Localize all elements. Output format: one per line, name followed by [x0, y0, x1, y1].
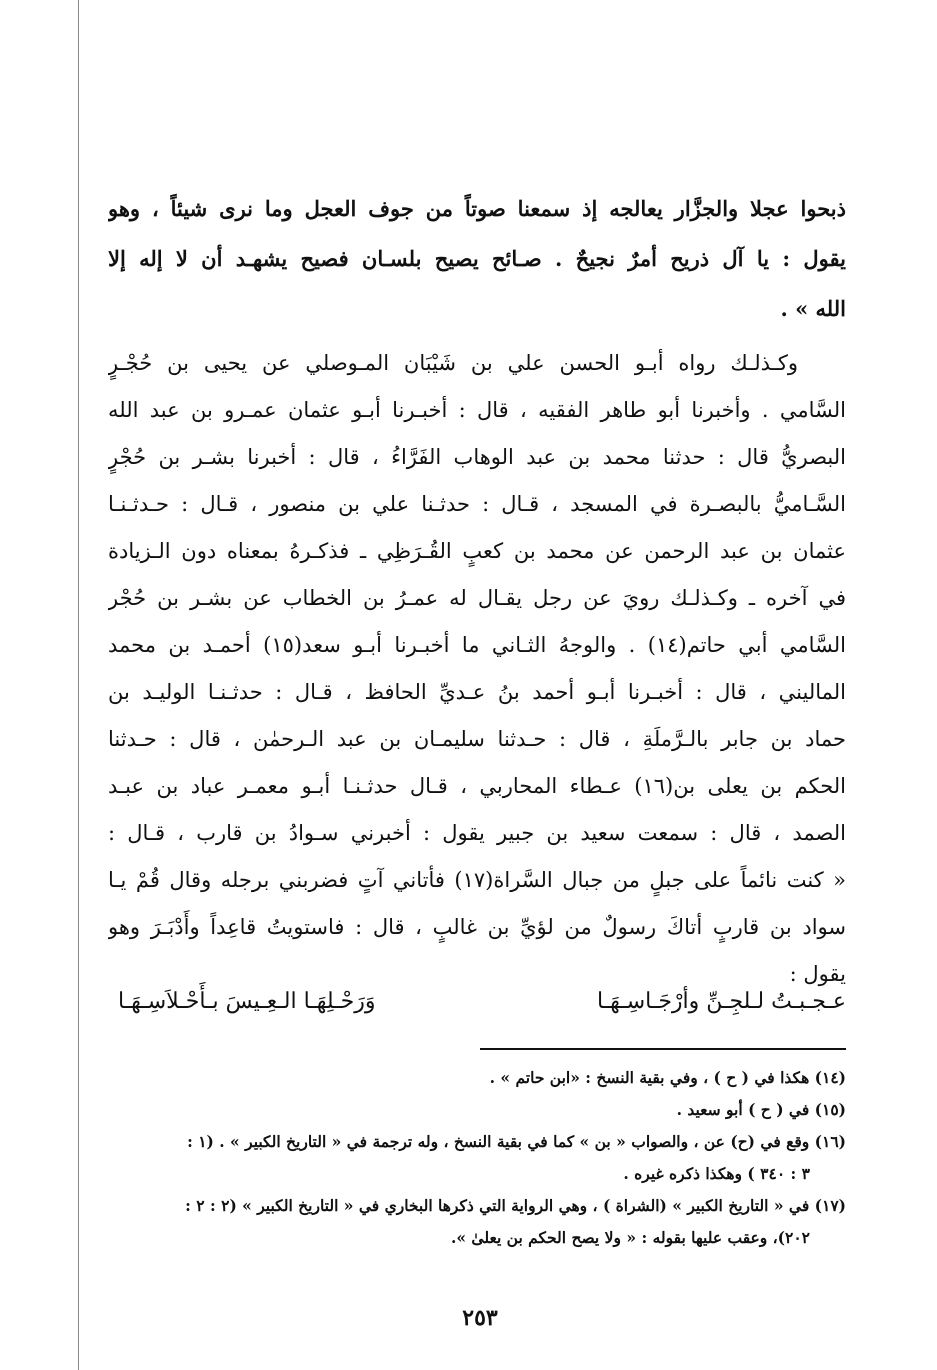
text-line: سواد بن قاربٍ أتاكَ رسولٌ من لؤيِّ بن غالبٍ ، قال : فاستويتُ قاعِداً وأَدْبَـرَ وهو — [108, 915, 846, 939]
footnote-line: (١٦) وقع في (ح) عن ، والصواب « بن » كما في بقية النسخ ، وله ترجمة في « التاريخ الكبير » . (١ : — [187, 1132, 846, 1151]
text-line: الماليني ، قال : أخبـرنا أبـو أحمد بنُ عـديِّ الحافظ ، قـال : حدثـنـا الوليـد بن — [108, 680, 846, 704]
footnote-separator — [480, 1048, 846, 1050]
text-line: البصريُّ قال : حدثنا محمد بن عبد الوهاب الفَرَّاءُ ، قال : أخبرنا بشـر بن حُجْرٍ — [108, 445, 846, 469]
text-line: السَّامي . وأخبرنا أبو طاهر الفقيه ، قال : أخبـرنا أبـو عثمان عمـرو بن عبد الله — [108, 398, 846, 422]
footnotes — [118, 1062, 846, 1254]
footnote-line: ٣ : ٣٤٠ ) وهكذا ذكره غيره . — [623, 1164, 810, 1183]
text-line: الحكم بن يعلى بن(١٦) عـطاء المحاربي ، قـال حدثـنـا أبـو معمـر عباد بن عبـد — [108, 774, 846, 798]
text-line: ذبحوا عجلا والجزَّار يعالجه إذ سمعنا صوتاً من جوف العجل وما نرى شيئاً ، وهو — [108, 196, 846, 221]
text-line: وكـذلـك رواه أبـو الحسن علي بن شَيْبَان المـوصلي عن يحيى بن حُجْـرٍ — [108, 351, 798, 375]
paragraph-continuation — [108, 184, 846, 334]
footnote-line: ٢٠٢)، وعقب عليها بقوله : « ولا يصح الحكم بن يعلىٰ ». — [450, 1228, 810, 1247]
footnote-line: (١٤) هكذا في ( ح ) ، وفي بقية النسخ : «ابن حاتم » . — [489, 1068, 846, 1087]
text-line: السَّـاميُّ بالبصـرة في المسجد ، قـال : حدثـنا علي بن منصور ، قـال : حـدثـنـا — [108, 492, 846, 516]
page-binding-line — [78, 0, 79, 1370]
poetry-verse — [118, 982, 846, 1022]
verse-first-hemistich: عـجـبـتُ لـلجِـنِّ وأرْجَـاسِـهَـا — [597, 989, 846, 1014]
text-line: حماد بن جابر بالـرَّملَةِ ، قال : حـدثنا سليمـان بن عبد الـرحمٰن ، قال : حـدثنا — [108, 727, 846, 751]
text-line: الصمد ، قال : سمعت سعيد بن جبير يقول : أخبرني سـوادُ بن قارب ، قـال : — [108, 821, 846, 845]
footnote-15 — [118, 1094, 846, 1126]
text-line: يقول : — [789, 962, 846, 986]
text-line: يقول : يا آل ذريح أمرٌ نجيحٌ . صـائح يصيح بلسـان فصيح يشهـد أن لا إله إلا — [108, 246, 846, 271]
verse-second-hemistich: وَرَحْـلِهَـا الـعِـيسَ بـأَحْـلاَسِـهَـا — [118, 989, 376, 1014]
footnote-line: (١٧) في « التاريخ الكبير » (الشراة ) ، وهي الرواية التي ذكرها البخاري في « التاريخ الكبير » (٢ : ٢ : — [185, 1196, 846, 1215]
footnote-16 — [118, 1126, 846, 1190]
text-line: « كنت نائماً على جبلٍ من جبال السَّراة(١٧) فأتاني آتٍ فضربني برجله وقال قُمْ يـا — [108, 868, 846, 892]
footnote-17 — [118, 1190, 846, 1254]
text-line: الله » . — [780, 296, 846, 321]
paragraph-main — [108, 340, 846, 998]
page-number: ٢٥٣ — [462, 1305, 498, 1331]
text-line: السَّامي أبي حاتم(١٤) . والوجهُ الثـاني ما أخبـرنا أبـو سعد(١٥) أحمـد بن محمد — [108, 633, 846, 657]
text-line: عثمان بن عبد الرحمن عن محمد بن كعبٍ القُـرَظِي ـ فذكـرهُ بمعناه دون الـزيادة — [108, 539, 846, 563]
text-line: في آخره ـ وكـذلـك رويَ عن رجل يقـال له عمـرُ بن الخطاب عن بشـر بن حُجْر — [108, 586, 846, 610]
footnote-line: (١٥) في ( ح ) أبو سعيد . — [676, 1100, 846, 1119]
footnote-14 — [118, 1062, 846, 1094]
